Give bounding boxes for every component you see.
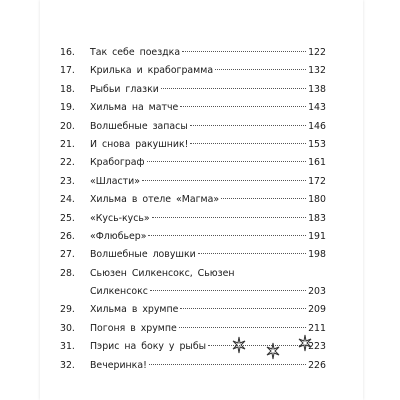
toc-entry-16 [60,44,326,62]
toc-entry-title: Хильма в хрумпе [90,304,179,316]
dot-leader [161,88,306,89]
toc-entry-title: Хильма на матче [90,102,179,114]
dot-leader [215,69,306,70]
toc-entry-page: 172 [308,175,326,187]
dot-leader [198,253,306,254]
dot-leader [182,51,306,52]
toc-entry-18 [60,81,326,99]
dot-leader [142,180,306,181]
toc-entry-number: 16. [60,47,75,58]
toc-entry-page: 203 [308,286,326,298]
toc-entry-page: 180 [308,194,326,206]
toc-entry-title: Так себе поездка [90,47,181,58]
toc-entry-title: Волшебные ловушки [90,249,196,261]
dot-leader [180,106,306,107]
dot-leader [147,161,307,162]
toc-entry-number: 22. [60,157,75,169]
toc-entry-number: 24. [60,194,75,206]
toc-entry-22 [60,154,326,172]
toc-entry-title: «Кусь-кусь» [90,212,150,224]
dot-leader [190,143,306,144]
dot-leader [150,290,306,291]
toc-entry-number: 18. [60,83,75,95]
toc-entry-page: 132 [308,65,326,77]
toc-entry-title: Пэрис на боку у рыбы [90,341,207,353]
decorative-stars [0,336,400,366]
toc-entry-number: 28. [60,267,75,279]
toc-entry-number: 27. [60,249,75,261]
toc-entry-page: 138 [308,83,326,95]
toc-entry-title: Крилька и крабограмма [90,65,214,77]
toc-entry-page: 146 [308,120,326,132]
toc-entry-19 [60,99,326,117]
toc-entry-number: 26. [60,230,75,242]
toc-entry-number: 31. [60,341,75,353]
toc-entry-20 [60,118,326,136]
toc-entry-title: Хильма в отеле «Магма» [90,194,220,206]
toc-entry-title: «Флюбьер» [90,230,147,242]
toc-entry-title: Погоня в хрумпе [90,322,177,334]
toc-entry-number: 32. [60,359,75,371]
dot-leader [152,217,306,218]
dot-leader [179,327,306,328]
sparkle-star-icon [266,342,280,360]
sparkle-star-icon [232,336,246,354]
toc-entry-17 [60,62,326,80]
toc-entry-title: Вечеринка! [90,359,147,371]
sparkle-star-icon [298,334,312,352]
toc-entry-title: Крабограф [90,157,145,169]
toc-entry-28 [60,265,326,302]
toc-entry-number: 19. [60,102,75,114]
toc-entry-title: «Шласти» [90,175,140,187]
toc-entry-29 [60,301,326,319]
toc-entry-21 [60,136,326,154]
toc-entry-23 [60,173,326,191]
toc-entry-page: 198 [308,249,326,261]
toc-entry-number: 25. [60,212,75,224]
toc-entry-25 [60,210,326,228]
dot-leader [190,125,306,126]
toc-entry-title: Волшебные запасы [90,120,188,132]
toc-entry-27 [60,246,326,264]
toc-entry-26 [60,228,326,246]
toc-entry-number: 23. [60,175,75,187]
dot-leader [221,198,306,199]
toc-entry-number: 30. [60,322,75,334]
table-of-contents [60,44,326,375]
toc-entry-page: 226 [308,359,326,371]
toc-entry-title: Рыбьи глазки [90,83,159,95]
dot-leader [180,308,306,309]
toc-entry-page: 122 [308,47,326,58]
toc-entry-title-line2: Силкенсокс [90,286,148,298]
toc-entry-page: 143 [308,102,326,114]
toc-entry-title: И снова ракушник! [90,138,189,150]
toc-entry-page: 209 [308,304,326,316]
dot-leader [148,235,306,236]
toc-entry-page: 223 [308,341,326,353]
toc-entry-title-line1: Сьюзен Силкенсокс, Сьюзен [90,267,235,279]
toc-entry-page: 191 [308,230,326,242]
toc-entry-number: 17. [60,65,75,77]
toc-entry-page: 183 [308,212,326,224]
toc-entry-page: 211 [308,322,326,334]
toc-entry-number: 29. [60,304,75,316]
toc-entry-page: 153 [308,138,326,150]
toc-entry-page: 161 [308,157,326,169]
toc-entry-24 [60,191,326,209]
toc-entry-number: 20. [60,120,75,132]
toc-entry-number: 21. [60,138,75,150]
